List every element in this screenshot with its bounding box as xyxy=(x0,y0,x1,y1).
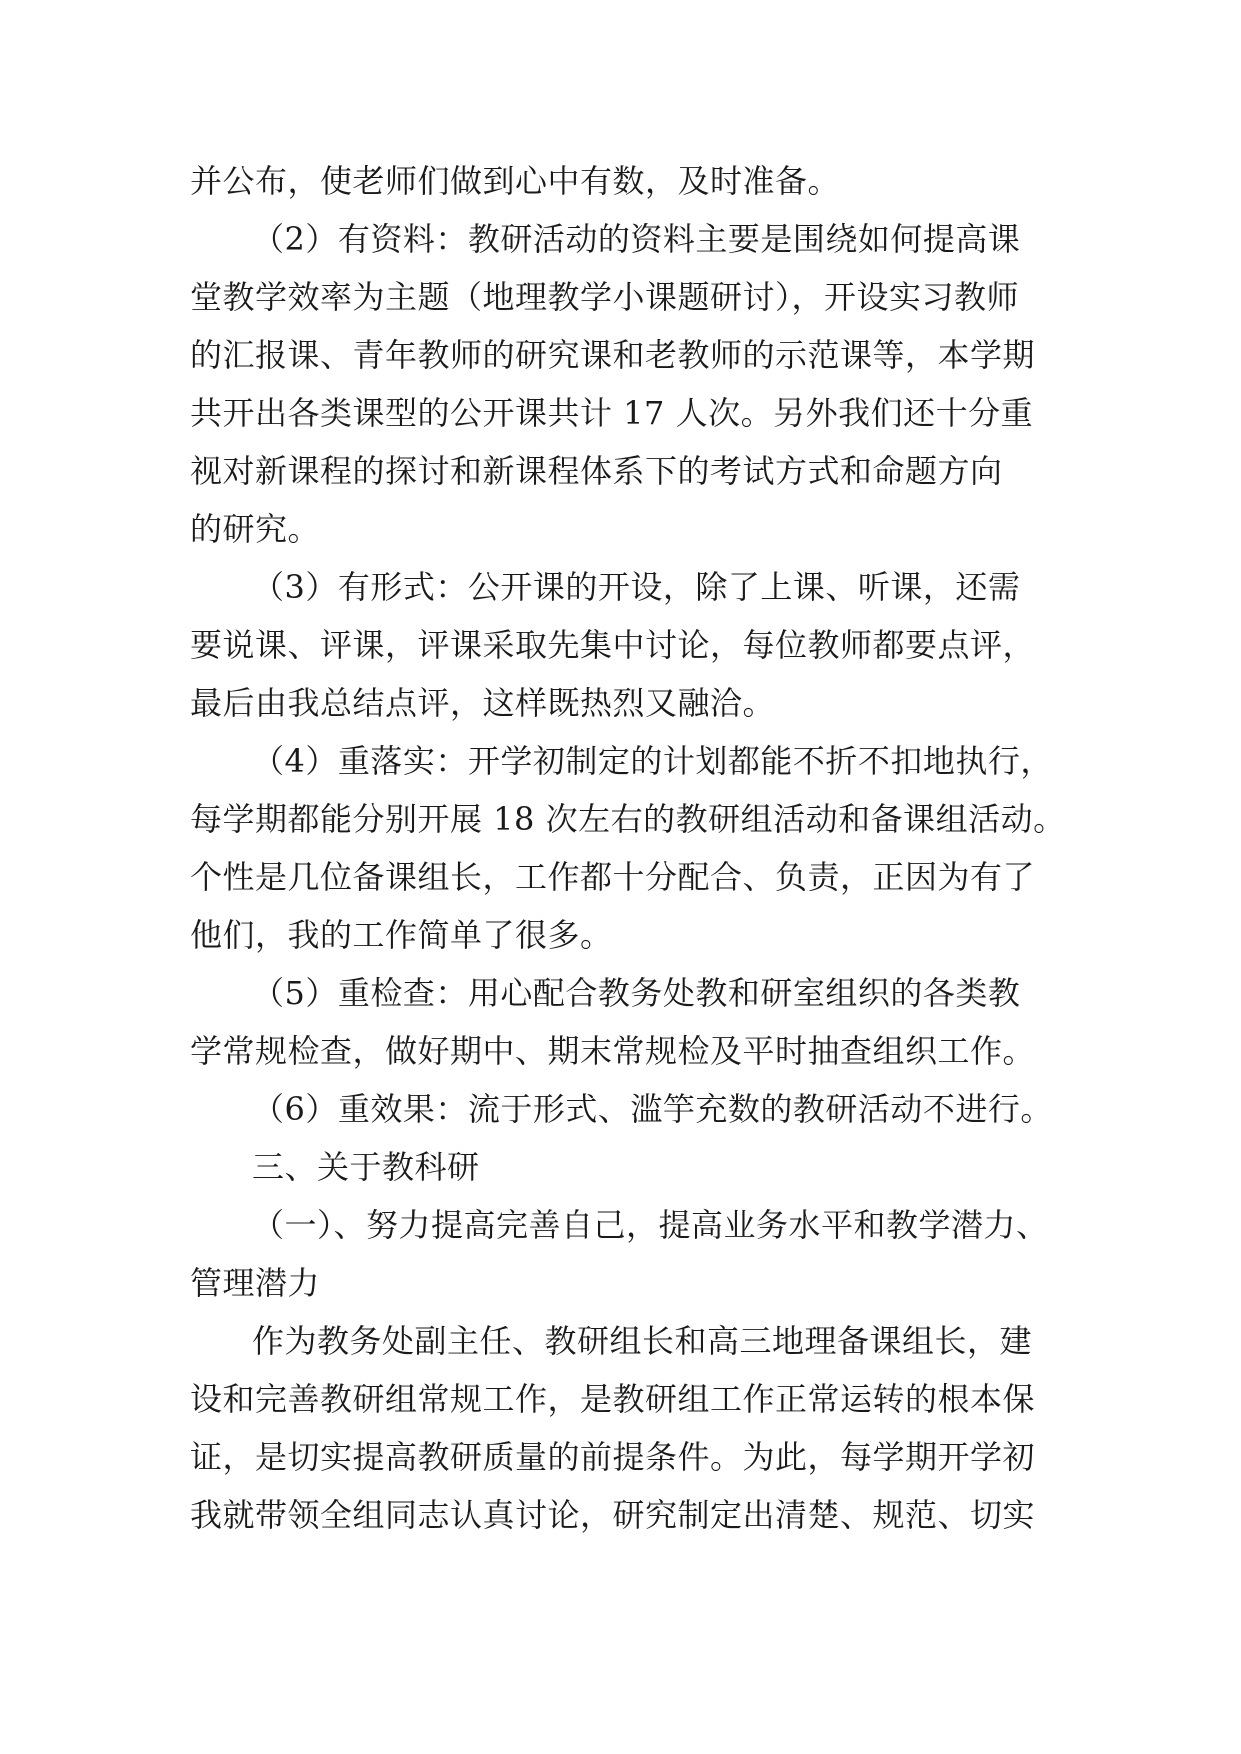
text-line-14: 他们，我的工作简单了很多。 xyxy=(190,916,613,954)
text-line-1: 并公布，使老师们做到心中有数，及时准备。 xyxy=(190,162,841,200)
section-heading: 三、关于教科研 xyxy=(252,1148,480,1186)
text-line-15: （5）重检查：用心配合教务处教和研室组织的各类教 xyxy=(252,974,1021,1012)
text-line-6: 视对新课程的探讨和新课程体系下的考试方式和命题方向 xyxy=(190,452,1003,490)
text-line-7: 的研究。 xyxy=(190,510,321,548)
text-line-5: 共开出各类课型的公开课共计 17 人次。另外我们还十分重 xyxy=(190,394,1034,432)
subsection-heading-line-1: （一）、努力提高完善自己，提高业务水平和教学潜力、 xyxy=(252,1206,1049,1244)
text-line-13: 个性是几位备课组长，工作都十分配合、负责，正因为有了 xyxy=(190,858,1036,896)
text-line-12: 每学期都能分别开展 18 次左右的教研组活动和备课组活动。 xyxy=(190,800,1066,838)
text-line-10: 最后由我总结点评，这样既热烈又融洽。 xyxy=(190,684,776,722)
text-line-17: （6）重效果：流于形式、滥竽充数的教研活动不进行。 xyxy=(252,1090,1053,1128)
text-line-11: （4）重落实：开学初制定的计划都能不折不扣地执行， xyxy=(252,742,1053,780)
subsection-heading-line-2: 管理潜力 xyxy=(190,1264,321,1302)
text-line-3: 堂教学效率为主题（地理教学小课题研讨），开设实习教师 xyxy=(190,278,1020,316)
text-line-9: 要说课、评课，评课采取先集中讨论，每位教师都要点评， xyxy=(190,626,1036,664)
text-line-23: 证，是切实提高教研质量的前提条件。为此，每学期开学初 xyxy=(190,1438,1036,1476)
text-line-21: 作为教务处副主任、教研组长和高三地理备课组长，建 xyxy=(252,1322,1033,1360)
text-line-2: （2）有资料：教研活动的资料主要是围绕如何提高课 xyxy=(252,220,1021,258)
text-line-16: 学常规检查，做好期中、期末常规检及平时抽查组织工作。 xyxy=(190,1032,1036,1070)
text-line-22: 设和完善教研组常规工作，是教研组工作正常运转的根本保 xyxy=(190,1380,1036,1418)
text-line-4: 的汇报课、青年教师的研究课和老教师的示范课等，本学期 xyxy=(190,336,1036,374)
text-line-24: 我就带领全组同志认真讨论，研究制定出清楚、规范、切实 xyxy=(190,1496,1036,1534)
text-line-8: （3）有形式：公开课的开设，除了上课、听课，还需 xyxy=(252,568,1021,606)
